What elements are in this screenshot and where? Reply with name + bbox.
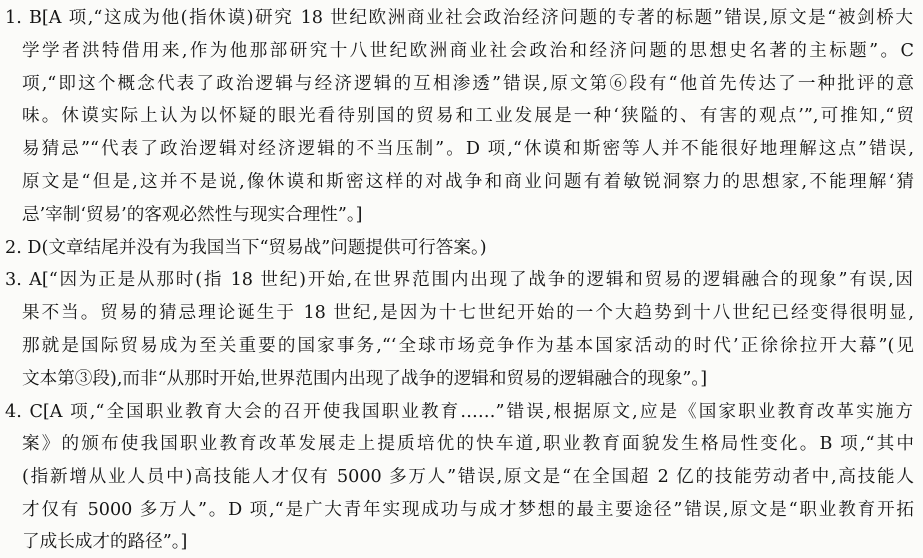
answer-4-line-2: 案》的颁布使我国职业教育改革发展走上提质培优的快车道,职业教育面貌发生格局性变化。B 项,“其中 xyxy=(22,434,914,454)
answer-1-line-1: 1. B[A 项,“这成为他(指休谟)研究 18 世纪欧洲商业社会政治经济问题的专著的标题”错误,原文是“被剑桥大 xyxy=(5,8,913,28)
answer-1-line-2: 学学者洪特借用来,作为他那部研究十八世纪欧洲商业社会政治和经济问题的思想史名著的主标题”。C xyxy=(22,41,914,61)
answer-3-line-3: 那就是国际贸易成为至关重要的国家事务,“‘全球市场竞争作为基本国家活动的时代’正徐徐拉开大幕”(见 xyxy=(22,336,914,356)
answer-4-line-5: 了成长成才的路径”。] xyxy=(22,532,188,552)
answer-1-line-4: 味。休谟实际上认为以怀疑的眼光看待别国的贸易和工业发展是一种‘狭隘的、有害的观点’”,可推知,“贸 xyxy=(22,106,914,126)
answer-3-line-2: 果不当。贸易的猜忌理论诞生于 18 世纪,是因为十七世纪开始的一个大趋势到十八世纪已经变得很明显, xyxy=(22,303,914,323)
answer-3-line-4: 文本第③段),而非“从那时开始,世界范围内出现了战争的逻辑和贸易的逻辑融合的现象”。] xyxy=(22,369,708,389)
answer-4-line-4: 才仅有 5000 多万人”。D 项,“是广大青年实现成功与成才梦想的最主要途径”错误,原文是“职业教育开拓 xyxy=(22,500,914,520)
answer-1-line-5: 易猜忌”“代表了政治逻辑对经济逻辑的不当压制”。D 项,“休谟和斯密等人并不能很好地理解这点”错误, xyxy=(22,139,914,159)
answer-4-line-1: 4. C[A 项,“全国职业教育大会的召开使我国职业教育……”错误,根据原文,应是《国家职业教育改革实施方 xyxy=(5,402,913,422)
answer-2-line-1: 2. D(文章结尾并没有为我国当下“贸易战”问题提供可行答案。) xyxy=(5,238,487,258)
answer-3-line-1: 3. A[“因为正是从那时(指 18 世纪)开始,在世界范围内出现了战争的逻辑和贸易的逻辑融合的现象”有误,因 xyxy=(5,270,913,290)
answer-1-line-3: 项,“即这个概念代表了政治逻辑与经济逻辑的互相渗透”错误,原文第⑥段有“他首先传达了一种批评的意 xyxy=(22,74,914,94)
answer-1-line-6: 原文是“但是,这并不是说,像休谟和斯密这样的对战争和商业问题有着敏锐洞察力的思想家,不能理解‘猜 xyxy=(22,172,914,192)
answer-1-line-7: 忌’宰制‘贸易’的客观必然性与现实合理性”。] xyxy=(22,205,363,225)
answer-4-line-3: (指新增从业人员中)高技能人才仅有 5000 多万人”错误,原文是“在全国超 2 亿的技能劳动者中,高技能人 xyxy=(22,467,914,487)
